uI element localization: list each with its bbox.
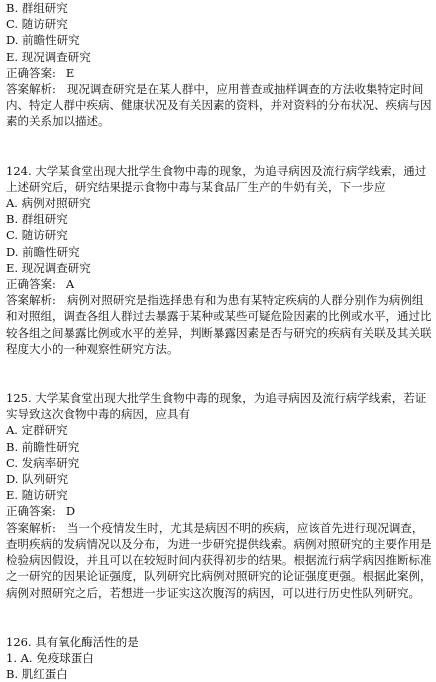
answer-label: 正确答案: <box>6 504 56 519</box>
option-b: B. 肌红蛋白 <box>6 667 68 682</box>
answer-label: 正确答案: <box>6 65 56 80</box>
option-b: B. 群组研究 <box>6 212 68 227</box>
option-c: C. 发病率研究 <box>6 455 80 470</box>
answer-explanation <box>6 81 432 130</box>
correct-answer <box>6 276 432 292</box>
option-d: D. 队列研究 <box>6 472 69 487</box>
question-125 <box>6 390 432 601</box>
option-a: A. 病例对照研究 <box>6 196 91 211</box>
option-a: A. 定群研究 <box>6 423 68 438</box>
question-126 <box>6 634 432 682</box>
option-c: C. 随访研究 <box>6 228 68 243</box>
explanation-text: 当一个疫情发生时，尤其是病因不明的疾病，应该首先进行现况调查，查明疾病的发病情况以及分布，为进一步研究提供线索。病例对照研究的主要作用是检验病因假设，并且可以在较短时间内获得初步的结果。根据流行病学病因推断标准之一研究的因果论证强度，队列研究比病例对照研究的论证强度更强。根据此案例，病例对照研究之后，若想进一步证实这次腹泻的病因，可以进行历史性队列研究。 <box>6 520 432 600</box>
question-stem: 125. 大学某食堂出现大批学生食物中毒的现象，为追寻病因及流行病学线索，若证实导致这次食物中毒的病因，应具有 <box>6 391 427 422</box>
correct-answer <box>6 65 432 81</box>
option-a: 1. A. 免疫球蛋白 <box>6 650 94 665</box>
explanation-text: 病例对照研究是指选择患有和为患有某特定疾病的人群分别作为病例组和对照组，调查各组人群过去暴露于某种或某些可疑危险因素的比例或水平，通过比较各组之间暴露比例或水平的差异，判断暴露因素是否与研究的疾病有关联及其关联程度大小的一种观察性研究方法。 <box>6 293 432 356</box>
question-123-tail <box>6 0 432 130</box>
question-124 <box>6 163 432 357</box>
option-e: E. 现况调查研究 <box>6 260 91 275</box>
answer-value: A <box>65 277 75 292</box>
question-stem: 124. 大学某食堂出现大批学生食物中毒的现象，为追寻病因及流行病学线索，通过上述研究后，研究结果提示食物中毒与某食品厂生产的牛奶有关，下一步应 <box>6 163 427 194</box>
option-e: E. 随访研究 <box>6 488 68 503</box>
question-stem: 126. 具有氧化酶活性的是 <box>6 634 139 649</box>
answer-value: D <box>65 504 76 519</box>
option-d: D. 前瞻性研究 <box>6 33 80 48</box>
answer-explanation <box>6 520 432 601</box>
option-b: B. 前瞻性研究 <box>6 439 80 454</box>
explanation-text: 现况调查研究是在某人群中，应用普查或抽样调查的方法收集特定时间内、特定人群中疾病、健康状况及有关因素的资料，并对资料的分布状况、疾病与因素的关系加以描述。 <box>6 82 432 129</box>
option-b: B. 群组研究 <box>6 1 68 15</box>
option-d: D. 前瞻性研究 <box>6 244 80 259</box>
explanation-label: 答案解析: <box>6 82 56 97</box>
answer-value: E <box>65 65 75 80</box>
option-e: E. 现况调查研究 <box>6 49 91 64</box>
explanation-label: 答案解析: <box>6 520 56 535</box>
option-c: C. 随访研究 <box>6 17 68 32</box>
answer-label: 正确答案: <box>6 277 56 292</box>
explanation-label: 答案解析: <box>6 293 56 308</box>
correct-answer <box>6 503 432 519</box>
answer-explanation <box>6 292 432 357</box>
